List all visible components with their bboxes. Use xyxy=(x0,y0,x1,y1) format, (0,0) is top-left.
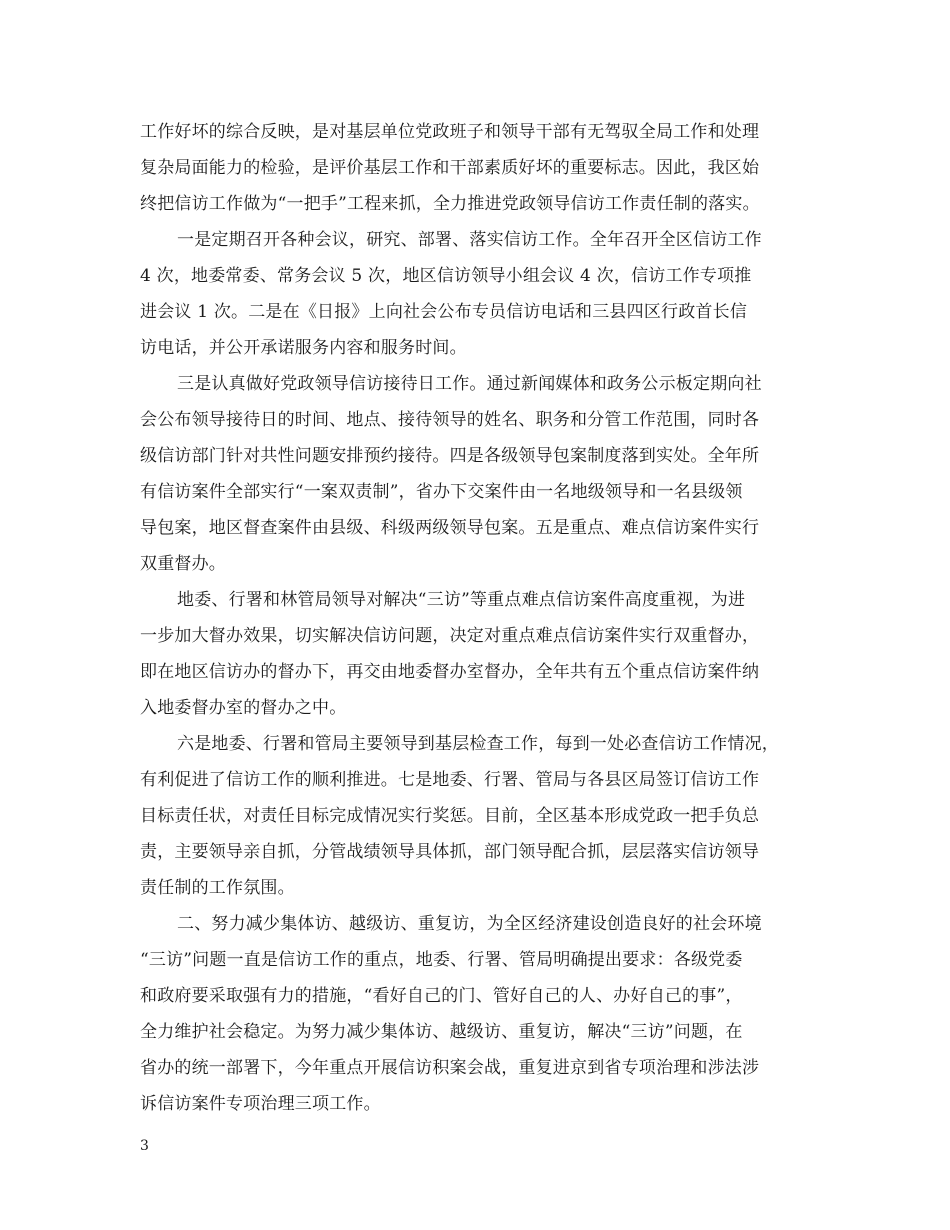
text-line: 三是认真做好党政领导信访接待日工作。通过新闻媒体和政务公示板定期向社 xyxy=(177,374,762,394)
text-line: 复杂局面能力的检验，是评价基层工作和干部素质好坏的重要标志。因此，我区始 xyxy=(140,158,760,178)
text-line: 一步加大督办效果，切实解决信访问题，决定对重点难点信访案件实行双重督办， xyxy=(140,626,760,646)
text-line: 一是定期召开各种会议，研究、部署、落实信访工作。全年召开全区信访工作 xyxy=(177,230,762,250)
text-line: 省办的统一部署下，今年重点开展信访积案会战，重复进京到省专项治理和涉法涉 xyxy=(140,1058,760,1078)
text-line: 级信访部门针对共性问题安排预约接待。四是各级领导包案制度落到实处。全年所 xyxy=(140,446,760,466)
text-line: 有利促进了信访工作的顺利推进。七是地委、行署、管局与各县区局签订信访工作 xyxy=(140,770,760,790)
paragraph xyxy=(140,726,830,906)
text-line: 访电话，并公开承诺服务内容和服务时间。 xyxy=(140,338,467,358)
text-line: 工作好坏的综合反映，是对基层单位党政班子和领导干部有无驾驭全局工作和处理 xyxy=(140,122,760,142)
text-line: 进会议 1 次。二是在《日报》上向社会公布专员信访电话和三县四区行政首长信 xyxy=(140,302,748,322)
text-line: “三访”问题一直是信访工作的重点，地委、行署、管局明确提出要求：各级党委 xyxy=(140,950,743,970)
text-line: 终把信访工作做为“一把手”工程来抓，全力推进党政领导信访工作责任制的落实。 xyxy=(140,194,760,214)
paragraph xyxy=(140,222,830,366)
paragraph xyxy=(140,582,830,726)
paragraph xyxy=(140,942,830,1122)
paragraph xyxy=(140,906,830,942)
paragraph xyxy=(140,114,830,222)
text-line: 双重督办。 xyxy=(140,554,226,574)
text-line: 责任制的工作氛围。 xyxy=(140,878,295,898)
page-number: 3 xyxy=(140,1138,149,1154)
text-line: 责，主要领导亲自抓，分管战绩领导具体抓，部门领导配合抓，层层落实信访领导 xyxy=(140,842,760,862)
text-line: 二、努力减少集体访、越级访、重复访，为全区经济建设创造良好的社会环境 xyxy=(177,914,762,934)
text-line: 4 次，地委常委、常务会议 5 次，地区信访领导小组会议 4 次，信访工作专项推 xyxy=(140,266,752,286)
paragraph xyxy=(140,366,830,582)
document-body xyxy=(140,114,830,1122)
text-line: 诉信访案件专项治理三项工作。 xyxy=(140,1094,381,1114)
text-line: 地委、行署和林管局领导对解决“三访”等重点难点信访案件高度重视，为进 xyxy=(177,590,746,610)
text-line: 目标责任状，对责任目标完成情况实行奖惩。目前，全区基本形成党政一把手负总 xyxy=(140,806,760,826)
text-line: 六是地委、行署和管局主要领导到基层检查工作，每到一处必查信访工作情况， xyxy=(177,734,779,754)
text-line: 和政府要采取强有力的措施，“看好自己的门、管好自己的人、办好自己的事”， xyxy=(140,986,743,1006)
text-line: 即在地区信访办的督办下，再交由地委督办室督办，全年共有五个重点信访案件纳 xyxy=(140,662,760,682)
text-line: 会公布领导接待日的时间、地点、接待领导的姓名、职务和分管工作范围，同时各 xyxy=(140,410,760,430)
text-line: 入地委督办室的督办之中。 xyxy=(140,698,347,718)
text-line: 全力维护社会稳定。为努力减少集体访、越级访、重复访，解决“三访”问题，在 xyxy=(140,1022,743,1042)
text-line: 导包案，地区督查案件由县级、科级两级领导包案。五是重点、难点信访案件实行 xyxy=(140,518,760,538)
text-line: 有信访案件全部实行“一案双责制”，省办下交案件由一名地级领导和一名县级领 xyxy=(140,482,743,502)
